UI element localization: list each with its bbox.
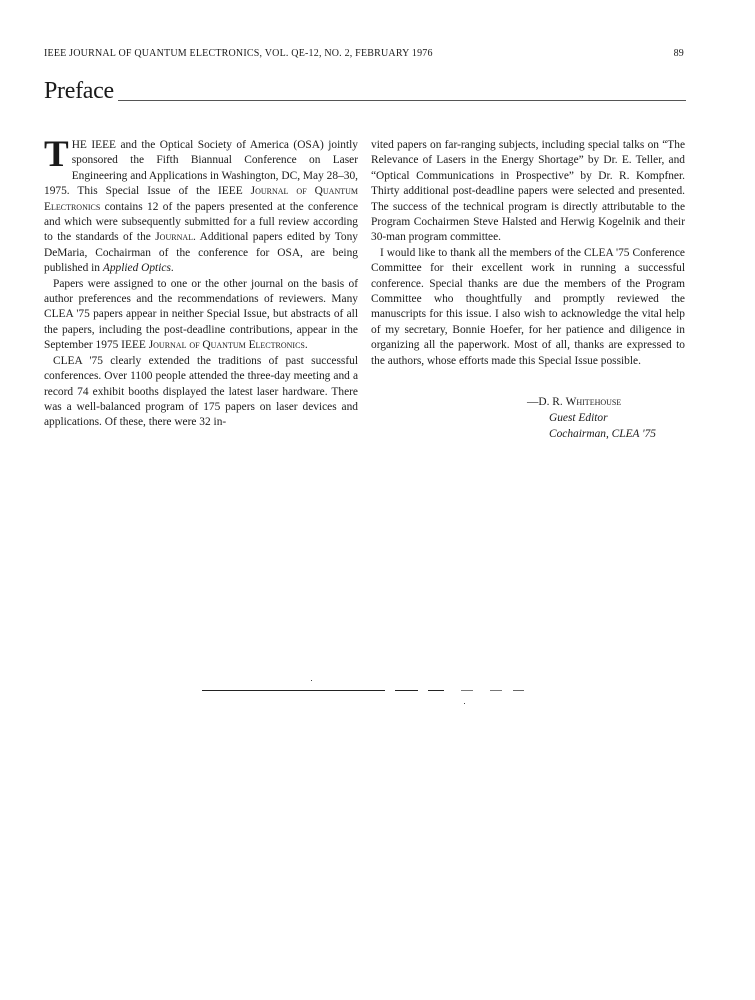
signature-block bbox=[527, 394, 656, 442]
paragraph-3: CLEA '75 clearly extended the traditions of past successful conferences. Over 1100 people attended the three-day meeting and a record 74 exhibit booths displayed the latest laser hardware. There was a well-balanced program of 175 papers on laser devices and applications. Of these, there were 32 in- bbox=[44, 354, 358, 429]
footer-rule-dash bbox=[428, 690, 444, 691]
drop-cap: T bbox=[44, 134, 69, 175]
author-name: —D. R. Whitehouse bbox=[527, 396, 622, 408]
scan-speck bbox=[311, 680, 312, 681]
page-number: 89 bbox=[673, 48, 684, 59]
paragraph-1: THE IEEE and the Optical Society of America (OSA) jointly sponsored the Fifth Biannual Conference on Laser Engineering and Applications in Washington, DC, May 28–30, 1975. This Special Issue of the IEEE Journal of Quantum Electronics contains 12 of the papers presented at the conference and which were subsequently submitted for a full review according to the standards of the Journal. Additional papers edited by Tony DeMaria, Cochairman of the conference for OSA, are being published in Applied Optics. bbox=[44, 134, 358, 275]
footer-rule-dash bbox=[461, 690, 473, 691]
footer-rule-dash bbox=[490, 690, 502, 691]
paragraph-2: Papers were assigned to one or the other journal on the basis of author preferences and the recommendations of reviewers. Many CLEA '75 papers appear in neither Special Issue, but abstracts of all the papers, including the post-deadline contributions, appear in the September 1975 IEEE Journal of Quantum Electronics. bbox=[44, 277, 358, 352]
paragraph-5: I would like to thank all the members of the CLEA '75 Conference Committee for their excellent work in running a successful conference. Special thanks are due the members of the Program Committee who thoughtfully and promptly reviewed the manuscripts for this issue. I also wish to acknowledge the vital help of my secretary, Bonnie Hoefer, for her patience and diligence in organizing all the paperwork. Most of all, thanks are expressed to the authors, whose efforts made this Special Issue possible. bbox=[371, 246, 685, 367]
title-row bbox=[44, 76, 686, 106]
journal-name-italic: Applied Optics bbox=[102, 262, 171, 275]
title-rule bbox=[118, 100, 686, 101]
left-column bbox=[44, 134, 358, 431]
footer-rule-dash bbox=[513, 690, 524, 691]
journal-citation: IEEE JOURNAL OF QUANTUM ELECTRONICS, VOL. QE-12, NO. 2, FEBRUARY 1976 bbox=[44, 48, 433, 59]
author-role-cochairman: Cochairman, CLEA '75 bbox=[549, 428, 656, 440]
footer-rule bbox=[202, 690, 385, 691]
right-column bbox=[371, 138, 685, 369]
page-title: Preface bbox=[44, 78, 114, 104]
scan-speck bbox=[464, 703, 465, 704]
footer-rule-dash bbox=[395, 690, 418, 691]
running-head bbox=[44, 48, 684, 59]
author-role-guest-editor: Guest Editor bbox=[549, 412, 608, 424]
paragraph-4: vited papers on far-ranging subjects, including special talks on “The Relevance of Lasers in the Energy Shortage” by Dr. E. Teller, and “Optical Communications in Prospective” by Dr. R. Kompfner. Thirty additional post-deadline papers were selected and presented. The success of the technical program is directly attributable to the Program Cochairmen Steve Halsted and Herwig Kogelnik and their 30-man program committee. bbox=[371, 139, 685, 244]
